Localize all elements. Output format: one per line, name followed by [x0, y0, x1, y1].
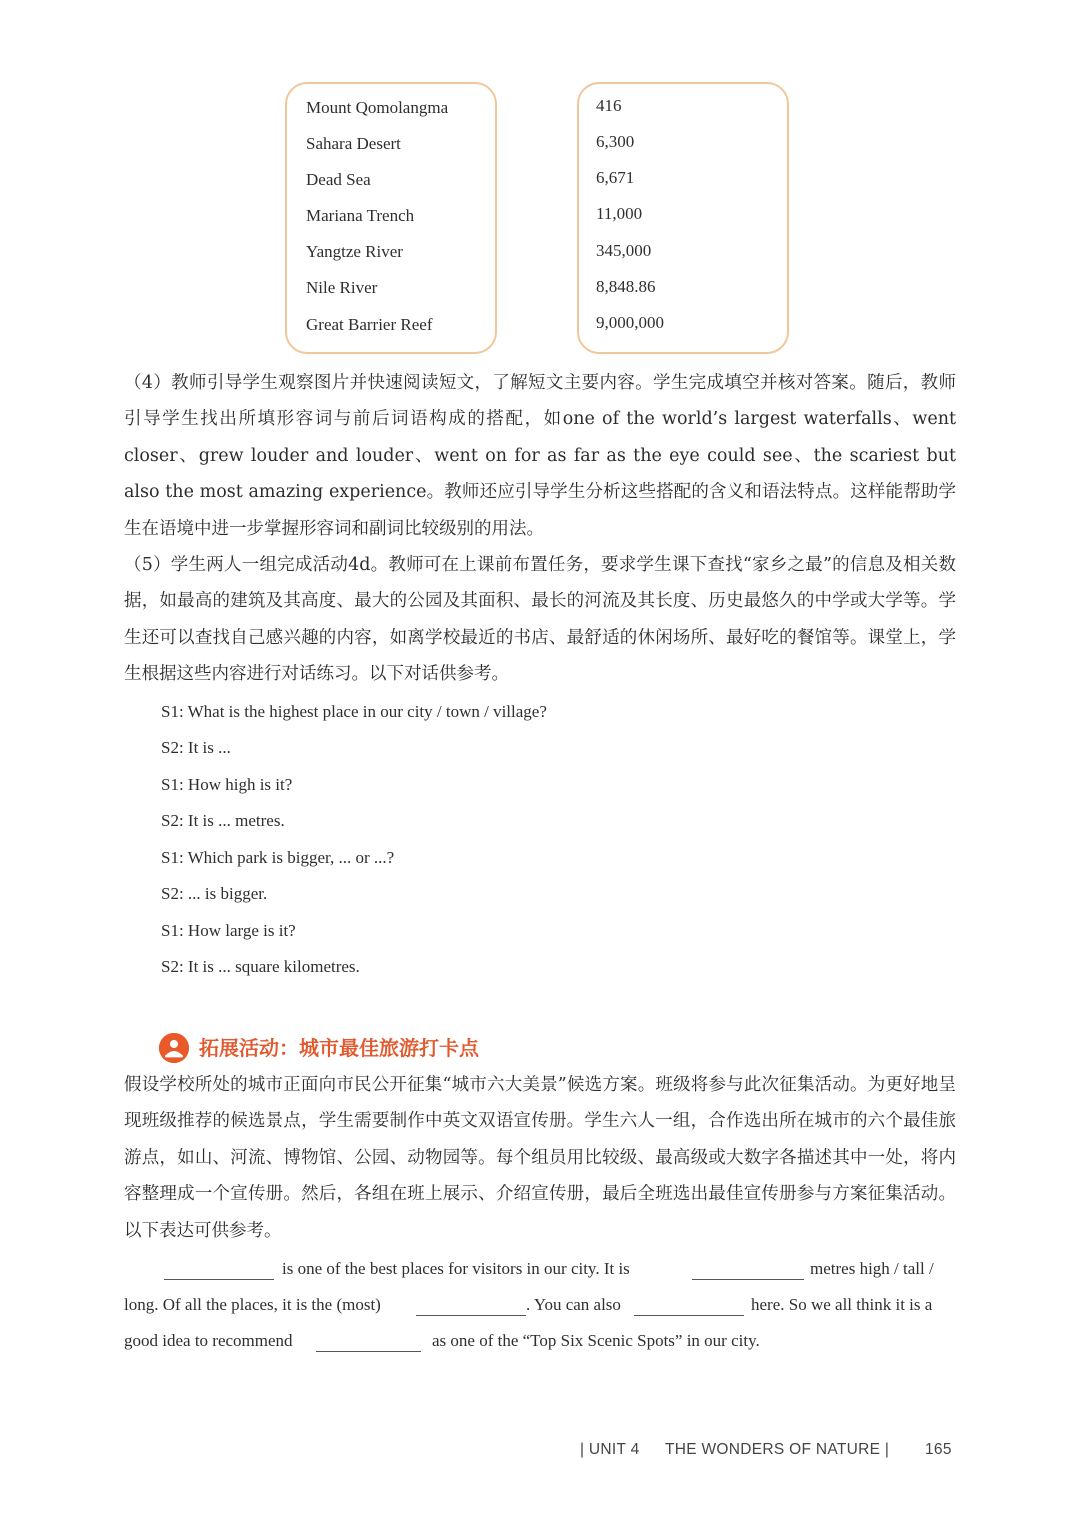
dialogue-line: S2: ... is bigger. — [161, 884, 268, 903]
number-item: 6,671 — [596, 168, 635, 187]
paragraph-5: （5）学生两人一组完成活动4d。教师可在上课前布置任务，要求学生课下查找“家乡之最”的信息及相关数据，如最高的建筑及其高度、最大的公园及其面积、最长的河流及其长度、历史最悠久的中学或大学等。学生还可以查找自己感兴趣的内容，如离学校最近的书店、最舒适的休闲场所、最好吃的餐馆等。课堂上，学生根据这些内容进行对话练习。以下对话供参考。 — [124, 555, 956, 685]
dialogue-line: S1: What is the highest place in our city / town / village? — [161, 702, 547, 721]
dialogue-line: S2: It is ... — [161, 738, 231, 757]
blank-line — [634, 1315, 744, 1316]
number-item: 345,000 — [596, 241, 652, 260]
fill-text: as one of the “Top Six Scenic Spots” in our city. — [432, 1331, 760, 1350]
blank-line — [692, 1279, 804, 1280]
number-item: 416 — [596, 96, 622, 115]
blank-line — [416, 1315, 526, 1316]
number-item: 11,000 — [596, 204, 643, 223]
place-item: Mariana Trench — [306, 206, 415, 225]
activity-icon — [159, 1033, 189, 1063]
number-item: 8,848.86 — [596, 277, 656, 296]
fill-text: is one of the best places for visitors in our city. It is — [282, 1259, 630, 1278]
fill-text: good idea to recommend — [124, 1331, 293, 1350]
places-box — [285, 82, 497, 354]
dialogue-line: S1: Which park is bigger, ... or ...? — [161, 848, 395, 867]
footer-unit: | UNIT 4 — [580, 1441, 640, 1458]
dialogue-line: S1: How high is it? — [161, 775, 293, 794]
blank-line — [164, 1279, 274, 1280]
place-item: Yangtze River — [306, 242, 403, 261]
place-item: Dead Sea — [306, 170, 371, 189]
section-paragraph: 假设学校所处的城市正面向市民公开征集“城市六大美景”候选方案。班级将参与此次征集活动。为更好地呈现班级推荐的候选景点，学生需要制作中英文双语宣传册。学生六人一组，合作选出所在城市的六个最佳旅游点，如山、河流、博物馆、公园、动物园等。每个组员用比较级、最高级或大数字各描述其中一处，将内容整理成一个宣传册。然后，各组在班上展示、介绍宣传册，最后全班选出最佳宣传册参与方案征集活动。以下表达可供参考。 — [124, 1075, 956, 1241]
place-item: Nile River — [306, 278, 378, 297]
fill-text: metres high / tall / — [810, 1259, 934, 1278]
page-number: 165 — [925, 1441, 952, 1458]
dialogue-line: S2: It is ... metres. — [161, 811, 285, 830]
place-item: Great Barrier Reef — [306, 315, 433, 334]
number-item: 6,300 — [596, 132, 635, 151]
numbers-box — [577, 82, 789, 354]
dialogue-line: S2: It is ... square kilometres. — [161, 957, 360, 976]
dialogue-line: S1: How large is it? — [161, 921, 296, 940]
fill-text: here. So we all think it is a — [751, 1295, 933, 1314]
fill-text: long. Of all the places, it is the (most) — [124, 1295, 381, 1314]
section-title: 拓展活动：城市最佳旅游打卡点 — [199, 1036, 479, 1060]
number-item: 9,000,000 — [596, 313, 664, 332]
place-item: Sahara Desert — [306, 134, 401, 153]
footer-title: THE WONDERS OF NATURE | — [665, 1441, 890, 1458]
place-item: Mount Qomolangma — [306, 98, 449, 117]
blank-line — [316, 1351, 421, 1352]
fill-text: . You can also — [526, 1295, 621, 1314]
paragraph-4: （4）教师引导学生观察图片并快速阅读短文，了解短文主要内容。学生完成填空并核对答案。随后，教师引导学生找出所填形容词与前后词语构成的搭配，如one of the world’s largest waterfalls、went closer、grew louder and louder、went on for as far as the eye could see、the scariest but also the most amazing experience。教师还应引导学生分析这些搭配的含义和语法特点。这样能帮助学生在语境中进一步掌握形容词和副词比较级别的用法。 — [124, 373, 956, 539]
